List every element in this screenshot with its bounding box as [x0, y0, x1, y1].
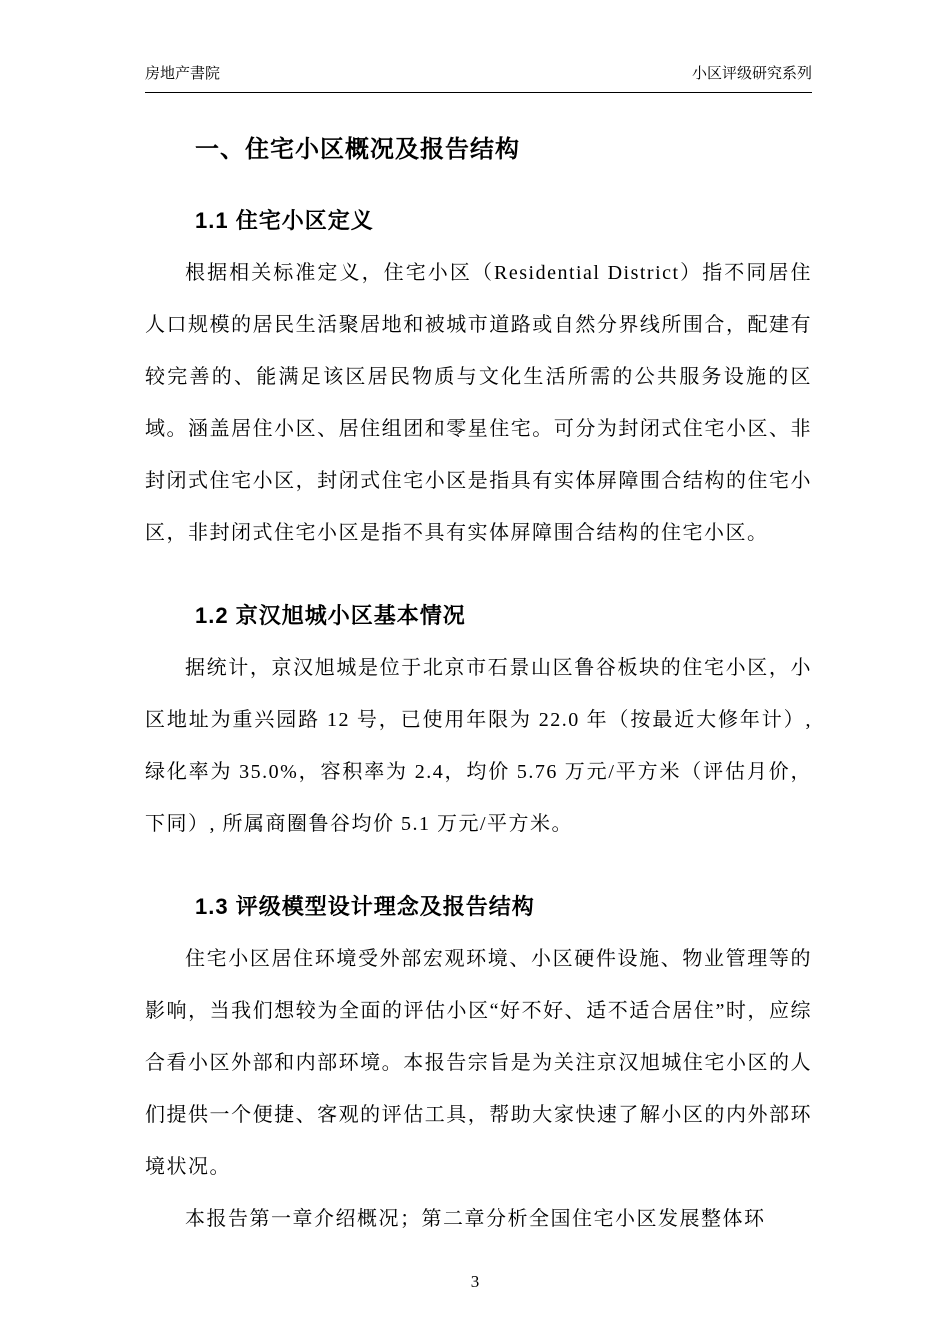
header-left-text: 房地产書院 — [145, 66, 221, 82]
paragraph-report-structure: 本报告第一章介绍概况；第二章分析全国住宅小区发展整体环 — [185, 1208, 766, 1230]
paragraph-model-concept: 住宅小区居住环境受外部宏观环境、小区硬件设施、物业管理等的影响，当我们想较为全面的评估小区“好不好、适不适合居住”时，应综合看小区外部和内部环境。本报告宗旨是为关注京汉旭城住宅小区的人们提供一个便捷、客观的评估工具，帮助大家快速了解小区的内外部环境状况。 — [145, 948, 812, 1178]
section-title-1-2: 1.2 京汉旭城小区基本情况 — [195, 603, 466, 628]
section-title-1-1: 1.1 住宅小区定义 — [195, 208, 374, 233]
page-header — [145, 62, 812, 93]
paragraph-definition: 根据相关标准定义，住宅小区（Residential District）指不同居住人口规模的居民生活聚居地和被城市道路或自然分界线所围合，配建有较完善的、能满足该区居民物质与文化生活所需的公共服务设施的区域。涵盖居住小区、居住组团和零星住宅。可分为封闭式住宅小区、非封闭式住宅小区，封闭式住宅小区是指具有实体屏障围合结构的住宅小区，非封闭式住宅小区是指不具有实体屏障围合结构的住宅小区。 — [145, 262, 812, 544]
header-right-text: 小区评级研究系列 — [691, 66, 812, 82]
paragraph-basic-info: 据统计，京汉旭城是位于北京市石景山区鲁谷板块的住宅小区，小区地址为重兴园路 12 号，已使用年限为 22.0 年（按最近大修年计）, 绿化率为 35.0%，容积率为 2.4，均价 5.76 万元/平方米（评估月价，下同）, 所属商圈鲁谷均价 5.1 万元/平方米。 — [145, 657, 812, 835]
page-number: 3 — [470, 1272, 480, 1291]
chapter-title: 一、住宅小区概况及报告结构 — [195, 136, 520, 163]
section-title-1-3: 1.3 评级模型设计理念及报告结构 — [195, 894, 535, 919]
